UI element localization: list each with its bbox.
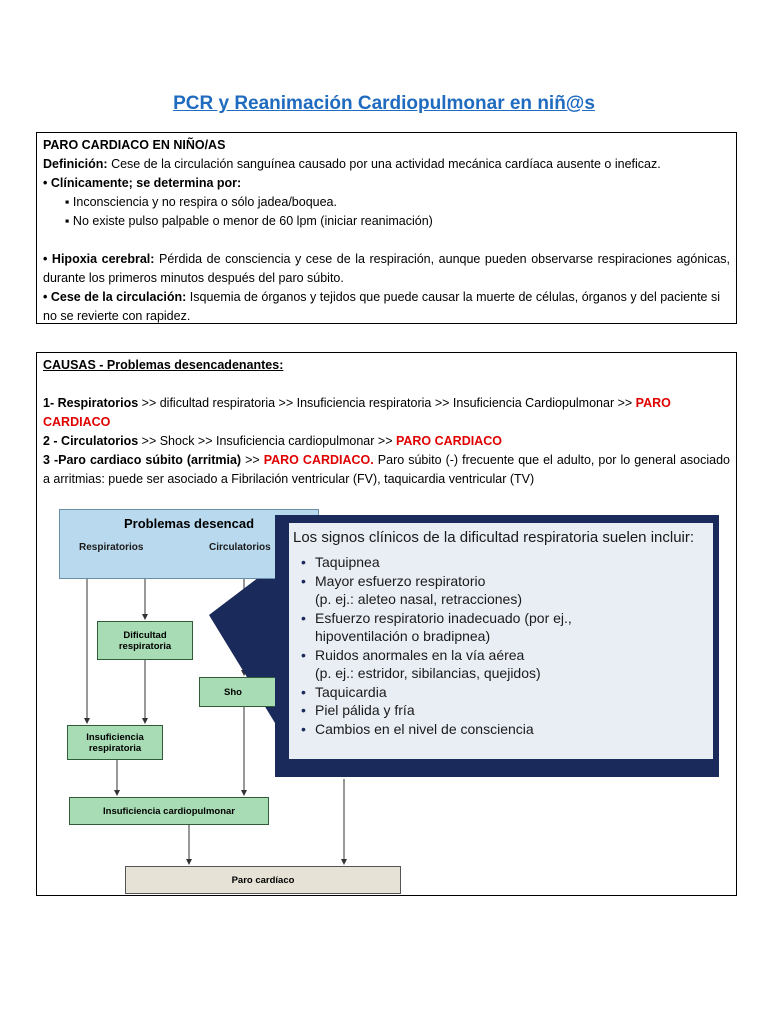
cause-text: >>	[241, 453, 264, 467]
sign-item	[299, 609, 572, 646]
insuf-resp-box: Insuficiencia respiratoria	[67, 725, 163, 760]
sign-item	[299, 720, 572, 739]
signs-title: Los signos clínicos de la dificultad respiratoria suelen incluir:	[293, 529, 695, 546]
sign-item	[299, 572, 572, 609]
cause-respiratorios	[43, 394, 730, 432]
sign-subtext: hipoventilación o bradipnea)	[315, 628, 491, 644]
bullet-mark: ▪	[65, 195, 70, 209]
signs-overlay	[275, 515, 719, 777]
sign-item	[299, 553, 572, 572]
shock-box: Sho	[199, 677, 279, 707]
paro-cardiaco-text: PARO CARDIACO.	[263, 453, 374, 467]
clinical-label: • Clínicamente; se determina por:	[43, 176, 242, 190]
bullet-dot: •	[301, 646, 306, 663]
bullet-text: No existe pulso palpable o menor de 60 lpm (iniciar reanimación)	[72, 214, 433, 228]
sign-text: Taquipnea	[315, 554, 380, 570]
dificultad-box: Dificultad respiratoria	[97, 621, 193, 660]
paro-box: Paro cardíaco	[125, 866, 401, 894]
paro-cardiaco-text: PARO CARDIACO	[395, 434, 502, 448]
respiratorios-label: Respiratorios	[79, 542, 144, 553]
paro-cardiaco-text: PARO CARDIACO	[43, 396, 671, 429]
bullet-dot: •	[301, 554, 306, 570]
definition-line	[43, 155, 730, 174]
bullet-dot: •	[301, 609, 306, 626]
sign-text: Piel pálida y fría	[315, 702, 415, 718]
bullet-dot: •	[301, 720, 306, 737]
bullet-item	[43, 212, 730, 231]
sign-item	[299, 701, 572, 720]
cause-circulatorios	[43, 432, 730, 451]
sign-text: Cambios en el nivel de consciencia	[315, 720, 534, 737]
bullet-dot: •	[301, 702, 306, 718]
bullet-mark: ▪	[65, 214, 70, 228]
cause-label: 3 -Paro cardiaco súbito (arritmia)	[43, 453, 242, 467]
problems-header-label: Problemas desencad	[123, 516, 255, 531]
cause-label: 2 - Circulatorios	[43, 434, 139, 448]
causes-flow-diagram	[59, 507, 719, 894]
cause-text: >> Shock >> Insuficiencia cardiopulmonar >>	[138, 434, 396, 448]
sign-item	[299, 683, 572, 702]
insuf-cardio-box: Insuficiencia cardiopulmonar	[69, 797, 269, 825]
page-title: PCR y Reanimación Cardiopulmonar en niñ@s	[173, 93, 595, 114]
cese-text: Isquemia de órganos y tejidos que puede causar la muerte de células, órganos y del paciente si no se revierte con rapidez.	[43, 290, 720, 323]
circulatorios-label: Circulatorios	[209, 542, 271, 553]
definition-label: Definición:	[43, 157, 108, 171]
cause-subito	[43, 451, 730, 489]
sign-item	[299, 646, 572, 683]
box1-heading: PARO CARDIACO EN NIÑO/AS	[43, 138, 226, 152]
sign-subtext: (p. ej.: aleteo nasal, retracciones)	[315, 591, 522, 607]
bullet-text: Inconsciencia y no respira o sólo jadea/boquea.	[72, 195, 337, 209]
signs-list	[299, 553, 572, 738]
hipoxia-paragraph	[43, 250, 730, 288]
sign-text: Taquicardia	[315, 683, 387, 700]
definition-text: Cese de la circulación sanguínea causado por una actividad mecánica cardíaca ausente o ineficaz.	[107, 157, 661, 171]
paro-cardiaco-box	[36, 132, 737, 324]
bullet-item	[43, 193, 730, 212]
cese-paragraph	[43, 288, 730, 326]
cause-label: 1- Respiratorios	[43, 396, 139, 410]
bullet-dot: •	[301, 572, 306, 589]
signs-panel	[289, 523, 713, 759]
cause-text: Paro súbito (-) frecuente que el adulto, por lo general asociado a arritmias: puede ser asociado a Fibrilación ventricular (FV), taquicardia ventricular (TV)	[43, 453, 730, 486]
cese-label: • Cese de la circulación:	[43, 290, 187, 304]
sign-subtext: (p. ej.: estridor, sibilancias, quejidos)	[315, 665, 541, 681]
sign-text: Esfuerzo respiratorio inadecuado (por ej.,	[315, 609, 572, 626]
sign-text: Ruidos anormales en la vía aérea	[315, 646, 525, 663]
causas-heading: CAUSAS - Problemas desencadenantes:	[43, 358, 284, 372]
hipoxia-label: • Hipoxia cerebral:	[43, 252, 155, 266]
hipoxia-text: Pérdida de consciencia y cese de la respiración, aunque pueden observarse respiraciones agónicas, durante los primeros minutos después del paro súbito.	[43, 252, 730, 285]
sign-text: Mayor esfuerzo respiratorio	[315, 572, 486, 589]
bullet-dot: •	[301, 683, 306, 700]
cause-text: >> dificultad respiratoria >> Insuficiencia respiratoria >> Insuficiencia Cardiopulmonar >>	[138, 396, 636, 410]
